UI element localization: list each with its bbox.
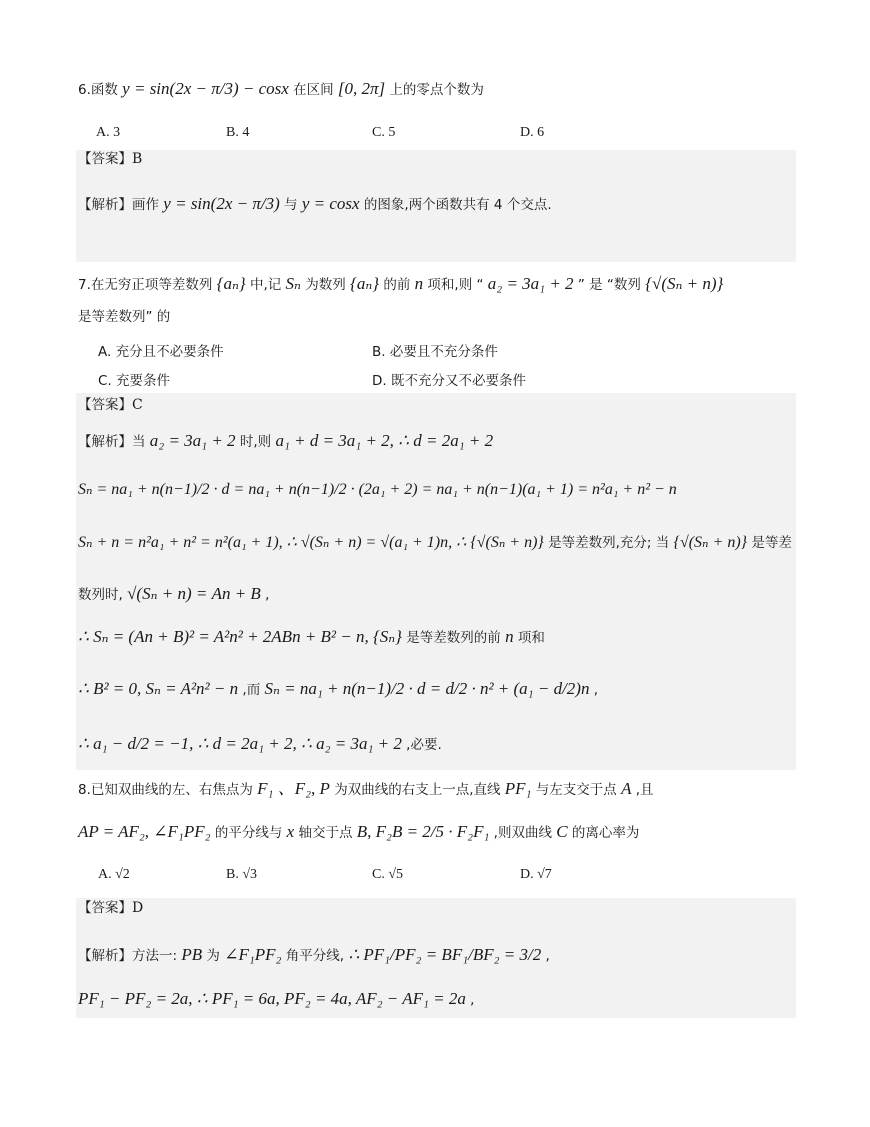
q7-option-b: B. 必要且不充分条件 [372, 344, 498, 360]
q7-option-a: A. 充分且不必要条件 [98, 344, 224, 360]
q7-analysis-line7: ∴ a₁ − d/2 = −1, ∴ d = 2a₁ + 2, ∴ a₂ = 3a₁ + 2 ,必要. [78, 734, 442, 753]
q7-option-d: D. 既不充分又不必要条件 [372, 373, 526, 389]
q7-stem-line1: 7.在无穷正项等差数列 {aₙ} 中,记 Sₙ 为数列 {aₙ} 的前 n 项和,则 “ a₂ = 3a₁ + 2 ” 是 “数列 {√(Sₙ + n)} [78, 274, 724, 293]
q7-analysis-line1: 【解析】当 a₂ = 3a₁ + 2 时,则 a₁ + d = 3a₁ + 2, ∴ d = 2a₁ + 2 [78, 431, 494, 450]
q8-answer: 【答案】D [78, 900, 144, 916]
q8-option-c: C. √5 [372, 867, 404, 882]
q8-stem-line2: AP = AF₂, ∠F₁PF₂ 的平分线与 x 轴交于点 B, F₂B = 2/5 · F₂F₁ ,则双曲线 C 的离心率为 [78, 822, 640, 841]
q7-analysis-line6: ∴ B² = 0, Sₙ = A²n² − n ,而 Sₙ = na₁ + n(n−1)/2 · d = d/2 · n² + (a₁ − d/2)n , [78, 679, 599, 698]
q7-stem-line2: 是等差数列” 的 [78, 309, 171, 325]
q7-answer: 【答案】C [78, 397, 143, 413]
q8-option-a: A. √2 [98, 867, 130, 882]
q6-option-d: D. 6 [520, 125, 545, 140]
q7-option-c: C. 充要条件 [98, 373, 171, 389]
q8-stem-line1: 8.已知双曲线的左、右焦点为 F₁ 、F₂, P 为双曲线的右支上一点,直线 PF₁ 与左支交于点 A ,且 [78, 779, 654, 798]
q6-analysis: 【解析】画作 y = sin(2x − π/3) 与 y = cosx 的图象,两个函数共有 4 个交点. [78, 194, 552, 213]
q6-option-c: C. 5 [372, 125, 396, 140]
q8-analysis-line2: PF₁ − PF₂ = 2a, ∴ PF₁ = 6a, PF₂ = 4a, AF₂ − AF₁ = 2a , [78, 989, 475, 1008]
q7-analysis-line5: ∴ Sₙ = (An + B)² = A²n² + 2ABn + B² − n, {Sₙ} 是等差数列的前 n 项和 [78, 627, 545, 646]
q6-option-b: B. 4 [226, 125, 250, 140]
q8-option-b: B. √3 [226, 867, 258, 882]
q6-stem: 6.函数 y = sin(2x − π/3) − cosx 在区间 [0, 2π] 上的零点个数为 [78, 79, 484, 98]
q6-answer: 【答案】B [78, 151, 143, 167]
q8-option-d: D. √7 [520, 867, 552, 882]
q7-analysis-line2: Sₙ = na₁ + n(n−1)/2 · d = na₁ + n(n−1)/2 · (2a₁ + 2) = na₁ + n(n−1)(a₁ + 1) = n²a₁ + n² − n [78, 481, 677, 498]
q8-analysis-line1: 【解析】方法一: PB 为 ∠F₁PF₂ 角平分线, ∴ PF₁/PF₂ = BF₁/BF₂ = 3/2 , [78, 945, 550, 964]
q6-option-a: A. 3 [96, 125, 121, 140]
q7-analysis-line3: Sₙ + n = n²a₁ + n² = n²(a₁ + 1), ∴ √(Sₙ + n) = √(a₁ + 1)n, ∴ {√(Sₙ + n)} 是等差数列,充分; 当 {√(Sₙ + n)} 是等差 [78, 534, 792, 551]
q7-analysis-line4: 数列时, √(Sₙ + n) = An + B , [78, 584, 270, 603]
